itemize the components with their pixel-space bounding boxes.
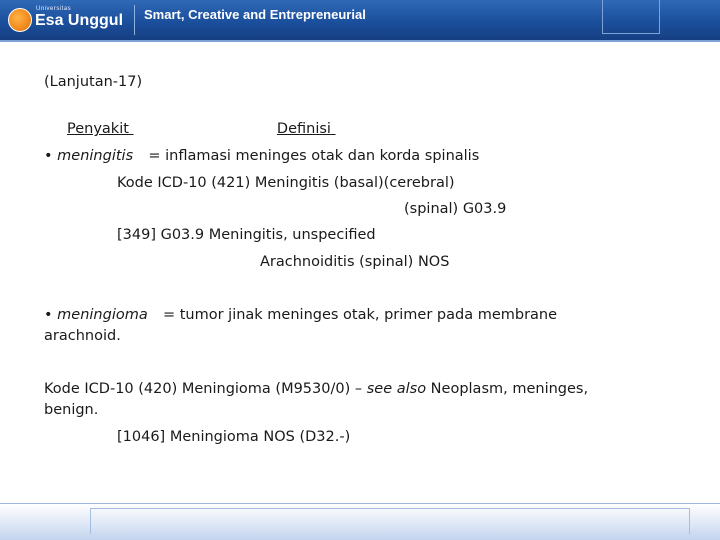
column-definisi-label: Definisi [276, 121, 331, 137]
icd-meningioma-line [44, 381, 588, 397]
definition-meningioma: = tumor jinak meninges otak, primer pada membrane [162, 307, 558, 323]
bullet-icon: • [44, 148, 53, 164]
icd-spinal-line: (spinal) G03.9 [404, 201, 507, 217]
icd-meningioma-rest: Neoplasm, meninges, [426, 381, 589, 397]
icd-code-line: Kode ICD-10 (421) Meningitis (basal)(cerebral) [117, 175, 455, 191]
footer-bar [0, 504, 720, 540]
header-underline-gap [129, 121, 277, 137]
column-penyakit-label: Penyakit [67, 121, 129, 137]
logo-small-text: Universitas [36, 6, 72, 12]
column-header-penyakit [67, 121, 383, 137]
bullet-icon: • [44, 307, 53, 323]
term-meningioma: meningioma [57, 307, 148, 323]
list-item-meningitis [44, 148, 479, 164]
see-also-text: see also [366, 381, 427, 397]
definition-meningitis: = inflamasi meninges otak dan korda spinalis [148, 148, 480, 164]
header-underline-tail [331, 121, 383, 137]
icd-meningioma-prefix: Kode ICD-10 (420) Meningioma (M9530/0) – [44, 381, 367, 397]
icd-meningioma-cont: benign. [44, 402, 99, 418]
definition-meningioma-cont: arachnoid. [44, 328, 121, 344]
list-item-meningioma [44, 307, 557, 323]
logo-name: Esa Unggul [35, 12, 124, 29]
icd-arachnoiditis-line: Arachnoiditis (spinal) NOS [260, 254, 450, 270]
term-meningitis: meningitis [57, 148, 134, 164]
footer-decoration [90, 508, 690, 534]
header-tagline: Smart, Creative and Entrepreneurial [144, 7, 366, 22]
icd-meningioma-reference: [1046] Meningioma NOS (D32.-) [117, 429, 351, 445]
slide-subtitle: (Lanjutan-17) [44, 74, 143, 90]
icd-reference-line: [349] G03.9 Meningitis, unspecified [117, 227, 376, 243]
